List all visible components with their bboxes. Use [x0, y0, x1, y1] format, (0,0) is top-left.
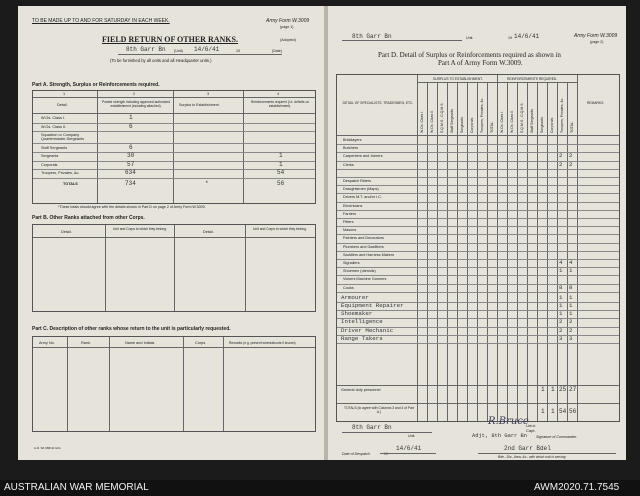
adjt-line: Adjt, 8th Garr Bn — [472, 433, 527, 439]
trade-name: Clerks — [343, 162, 354, 167]
sig-rank-2: Capt. — [526, 428, 536, 433]
reinf-rank-header: TOTAL. — [570, 121, 574, 133]
trade-total: 8 — [569, 283, 573, 291]
trade-name: Plumbers and Gasfitters — [343, 244, 384, 249]
archive-footer — [0, 480, 640, 496]
unit-value-p2: 8th Garr Bn — [352, 33, 392, 40]
army-form-label-p2: Army Form W.3009 — [574, 33, 618, 39]
bde-value: 2nd Garr Bdel — [504, 445, 551, 452]
surplus-rank-header: Sergeants. — [460, 116, 464, 133]
trade-total: 2 — [569, 318, 573, 326]
trade-name: Driver Mechanic — [341, 326, 394, 334]
trade-total: 2 — [569, 152, 573, 160]
trade-total: 4 — [569, 259, 573, 266]
trade-total: 2 — [569, 326, 573, 334]
trade-ptes: 2 — [559, 326, 563, 334]
trade-name: Farriers — [343, 211, 357, 216]
trade-total: 1 — [569, 310, 573, 318]
trade-ptes: 3 — [559, 334, 563, 342]
trade-ptes: 1 — [559, 302, 563, 309]
trade-ptes: 2 — [559, 160, 563, 168]
page-2-sheet — [328, 6, 626, 466]
reinforcements-header: REINFORCEMENTS REQUIRED. — [507, 77, 558, 81]
table-row: W.Os. Class II. 6 — [33, 123, 315, 133]
date-label: (Date) — [272, 49, 282, 53]
partA-title: Part A. Strength, Surplus or Reinforcements required. — [32, 82, 160, 88]
surplus-rank-header: Troopers, Privates, &c. — [480, 97, 484, 133]
col-num-1: 1 — [63, 92, 66, 96]
trade-name: Painters and Decorators — [343, 236, 384, 241]
year-prefix-2: 19 — [384, 452, 388, 456]
table-row: Troopers, Privates, &c. 634 54 — [33, 169, 315, 179]
partB-header-detail-2: Detail. — [203, 230, 214, 234]
partC-header-rank: Rank. — [81, 341, 91, 345]
unit-value: 8th Garr Bn — [126, 46, 166, 53]
surplus-rank-header: S.Q.M.S., C.Q.M.S. — [440, 102, 444, 133]
unit-label-p2: Unit. — [466, 36, 474, 40]
reinf-rank-header: W.Os. Class I. — [500, 110, 504, 133]
partC-header-army-no: Army No. — [39, 341, 55, 345]
general-duty-total: 27 — [569, 386, 577, 393]
surplus-rank-header: Staff Sergeants. — [450, 107, 454, 133]
trade-name: Equipment Repairer — [341, 302, 404, 309]
totals-sgts: 1 — [541, 408, 545, 415]
remarks-header: REMARKS. — [587, 101, 605, 105]
partB-header-detail-1: Detail. — [61, 230, 72, 234]
furnished-note: (To be furnished by all units and all Headquarter units.) — [110, 58, 212, 63]
reinf-rank-header: Sergeants. — [540, 116, 544, 133]
trade-total: 2 — [569, 160, 573, 168]
col-header-surplus: Surplus to Establishment. — [179, 103, 220, 107]
signature: R.Bruce — [488, 416, 529, 427]
trade-name: Shoemaker — [341, 310, 373, 318]
table-row: Staff Sergeants 6 — [33, 144, 315, 154]
trade-total: 1 — [569, 302, 573, 309]
trade-total: 1 — [569, 267, 573, 275]
general-duty-sgts: 1 — [541, 386, 545, 393]
reinf-rank-header: W.Os. Class II. — [510, 109, 514, 133]
partB-header-unit-2: Unit and Corps to which they belong. — [253, 227, 307, 231]
despatch-label: Date of Despatch — [342, 452, 370, 456]
detail-header: DETAIL OF SPECIALISTS, TRADESMEN, ETC. — [342, 101, 414, 105]
form-title: FIELD RETURN OF OTHER RANKS. — [102, 35, 238, 44]
trade-name: Butchers — [343, 146, 358, 151]
surplus-header: SURPLUS TO ESTABLISHMENT. — [433, 77, 483, 81]
trade-name: Electricians — [343, 203, 363, 208]
col-num-4: 4 — [277, 92, 280, 96]
trade-name: Draughtsmen (Maps) — [343, 187, 379, 192]
trade-ptes: 1 — [559, 310, 563, 318]
sig-unit-value: 8th Garr Bn — [352, 424, 392, 431]
partD-title-2: Part A of Army Form W.3009. — [438, 59, 523, 67]
army-form-label: Army Form W.3009 — [266, 18, 310, 24]
trade-name: Shoemen (utensils) — [343, 269, 376, 274]
partD-title: Part D. Detail of Surplus or Reinforcements required as shown in — [378, 51, 561, 59]
adopted-note: (Adopted) — [280, 38, 296, 42]
sig-rank: Lieut. — [526, 423, 536, 428]
trade-name: Despatch Riders — [343, 179, 372, 183]
year-prefix-p2: 19 — [508, 36, 512, 40]
trade-name: Fitters — [343, 220, 354, 224]
trade-total: 1 — [569, 293, 573, 301]
surplus-rank-header: Corporals. — [470, 116, 474, 133]
col-num-2: 2 — [133, 92, 136, 96]
surplus-rank-header: W.Os. Class II. — [430, 109, 434, 133]
totals-cpls: 1 — [551, 408, 555, 415]
despatch-value: 14/6/41 — [396, 445, 422, 452]
trade-name: Intelligence — [341, 318, 383, 326]
page-number-p2: (page 2) — [590, 40, 604, 44]
partB-header-unit-1: Unit and Corps to which they belong. — [113, 227, 167, 231]
sig-commander-label: Signature of Commander. — [536, 435, 578, 439]
col-num-3: 3 — [207, 92, 210, 96]
trade-name: Drivers M.T. and/or I.C. — [343, 195, 383, 200]
sig-unit-label: Unit. — [408, 434, 416, 438]
surplus-rank-header: TOTAL. — [490, 121, 494, 133]
col-header-strength: Posted strength including approved authorized establishment (including attached). — [102, 100, 170, 108]
table-row: Squadron or Company Quartermaster-Sergeants — [33, 131, 315, 144]
totals-total: 56 — [569, 408, 577, 415]
trade-ptes: 1 — [559, 267, 563, 275]
trade-ptes: 4 — [559, 259, 563, 266]
partA-footnote: *These totals should agree with the details shown in Part D on page 2 of Army Form W.3009. — [58, 205, 206, 209]
printer-mark-left: A.D. Wt.386/41 G/G — [34, 446, 61, 450]
trade-name: Armourer — [341, 293, 369, 301]
trade-row — [337, 335, 619, 344]
trade-name: Saddlers and Harness Makers — [343, 252, 395, 257]
date-value-p2: 14/6/41 — [514, 33, 540, 40]
bde-label: Bde., Div., Area, &c., with which unit is serving. — [498, 455, 567, 459]
reinf-rank-header: Staff Sergeants. — [530, 107, 534, 133]
trade-ptes: 1 — [559, 293, 563, 301]
totals-ptes: 54 — [559, 408, 567, 415]
unit-label: (Unit) — [174, 49, 183, 53]
page-number: (page 1) — [280, 25, 294, 29]
partD-table — [336, 74, 620, 422]
page-1-sheet — [18, 6, 324, 460]
partC-header-corps: Corps. — [195, 341, 207, 345]
general-duty-cpls: 1 — [551, 386, 555, 393]
reinf-rank-header: Troopers, Privates, &c. — [560, 97, 564, 133]
table-row: W.Os. Class I. 1 — [33, 114, 315, 124]
col-header-detail: Detail. — [57, 103, 68, 107]
trade-name: Masons — [343, 228, 357, 233]
trade-row — [337, 284, 619, 293]
partC-header-name: Name and Initials. — [125, 341, 156, 345]
reinf-rank-header: S.Q.M.S., C.Q.M.S. — [520, 102, 524, 133]
trade-name: Bricklayers — [343, 138, 362, 142]
trade-name: Cooks — [343, 285, 354, 290]
trade-ptes: 2 — [559, 152, 563, 160]
partC-header-remarks: Remarks (e.g. present whereabouts if known). — [229, 341, 297, 345]
partB-table — [32, 224, 316, 312]
trade-ptes: 2 — [559, 318, 563, 326]
totals-row: TOTALS 734 * 56 — [63, 180, 285, 187]
partC-table — [32, 336, 316, 432]
table-row: Corporals 57 1 — [33, 161, 315, 171]
table-row: Sergeants 30 1 — [33, 152, 315, 162]
trade-ptes: 8 — [559, 283, 563, 291]
printer-mark-right: A.D. Wt.386/41 G/G — [334, 462, 361, 466]
date-value: 14/6/41 — [194, 46, 220, 53]
partC-title: Part C. Description of other ranks whose return to the unit is particularly requested. — [32, 326, 231, 332]
general-duty-label: General duty personnel — [341, 388, 381, 392]
general-duty-ptes: 25 — [559, 386, 567, 393]
year-prefix: 19 — [236, 49, 240, 53]
trade-name: Vickers Machine Gunners — [343, 277, 387, 282]
archive-id: AWM2020.71.7545 — [534, 482, 620, 493]
col-header-reinforcements: Reinforcements required (i.e. deficits on establishment). — [250, 100, 310, 108]
partA-table — [32, 90, 316, 204]
surplus-rank-header: W.Os. Class I. — [420, 110, 424, 133]
totals-label-p2: TOTALS (to agree with Columns 3 and 4 of Part A.) — [344, 406, 414, 414]
partB-title: Part B. Other Ranks attached from other Corps. — [32, 215, 145, 221]
archive-name: AUSTRALIAN WAR MEMORIAL — [4, 482, 149, 493]
trade-name: Range Takers — [341, 334, 383, 342]
reinf-rank-header: Corporals. — [550, 116, 554, 133]
trade-name: Carpenters and Joiners — [343, 154, 383, 159]
top-note: TO BE MADE UP TO AND FOR SATURDAY IN EACH WEEK. — [32, 18, 170, 24]
trade-name: Signallers — [343, 261, 360, 265]
trade-total: 3 — [569, 334, 573, 342]
